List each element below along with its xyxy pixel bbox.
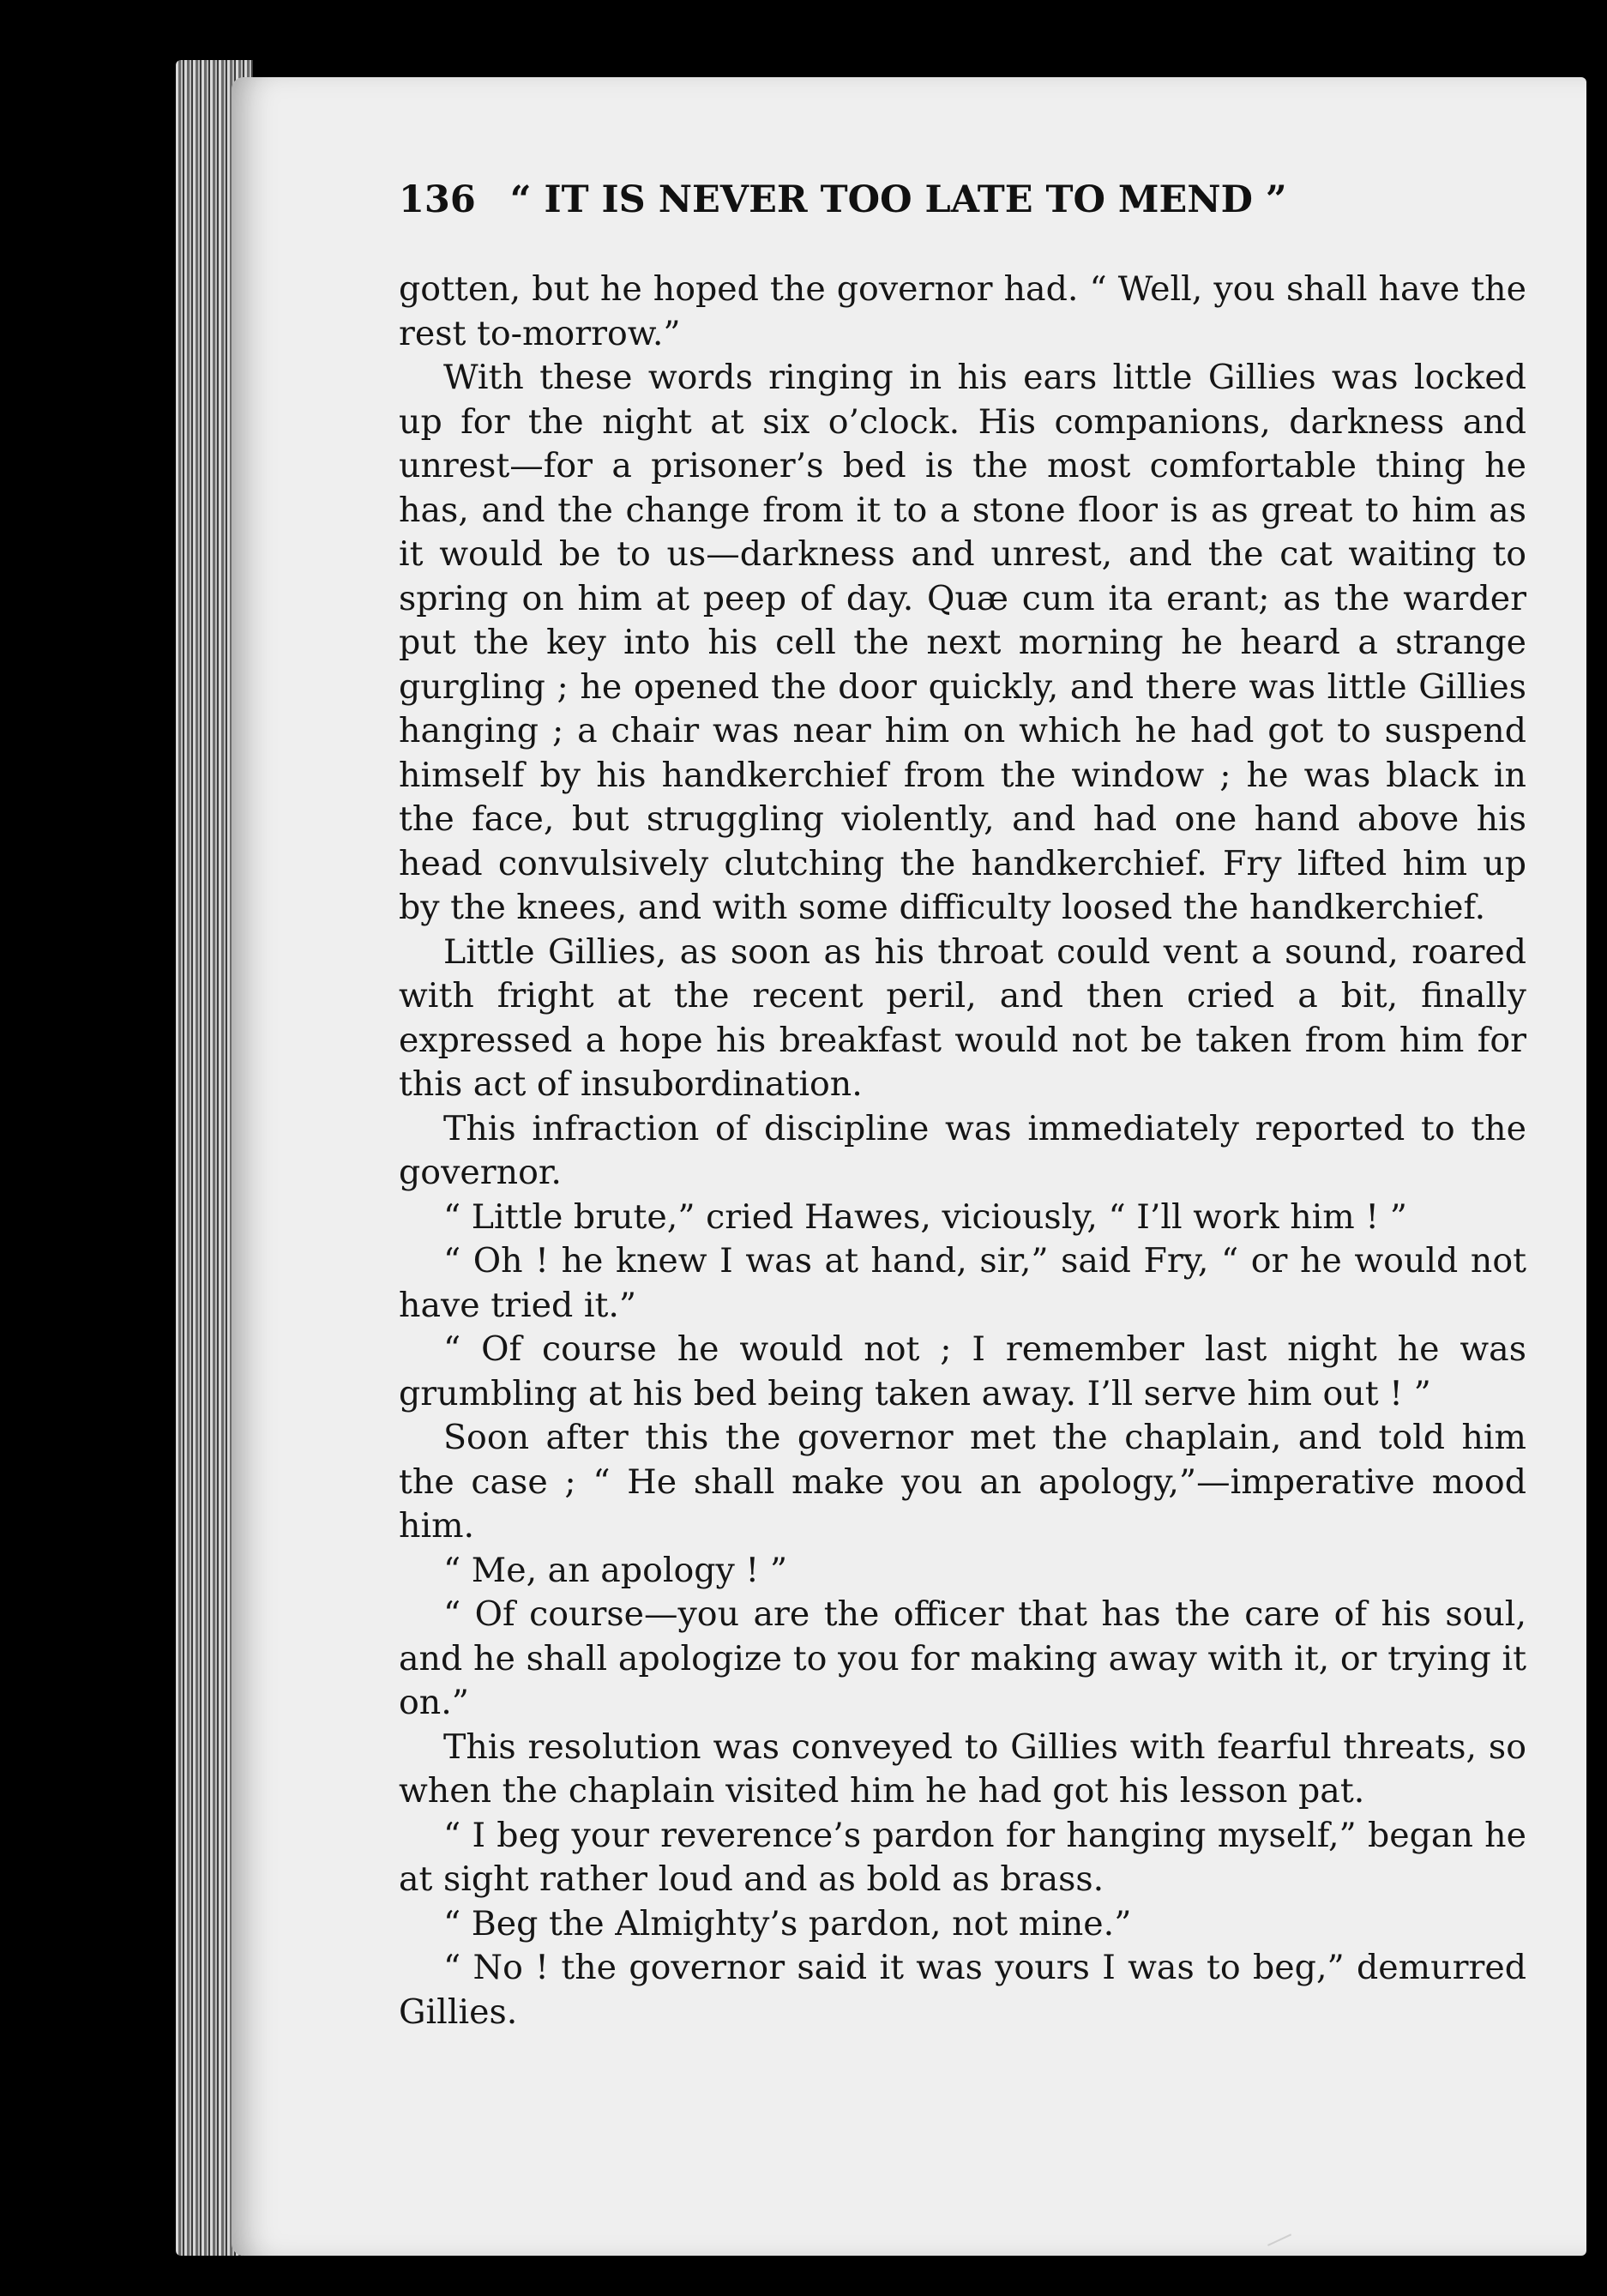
running-title: “ IT IS NEVER TOO LATE TO MEND ” xyxy=(509,178,1287,221)
body-text xyxy=(399,268,1526,2034)
paragraph: “ Of course—you are the officer that has the care of his soul, and he shall apologize to you for making away with it, or trying it on.” xyxy=(399,1594,1526,1722)
paragraph: “ Of course he would not ; I remember last night he was grumbling at his bed being taken away. I’ll serve him out ! ” xyxy=(399,1329,1526,1413)
paragraph: “ Little brute,” cried Hawes, viciously, “ I’ll work him ! ” xyxy=(443,1196,1407,1237)
paragraph: “ Beg the Almighty’s pardon, not mine.” xyxy=(443,1903,1132,1943)
paragraph: Little Gillies, as soon as his throat could vent a sound, roared with fright at the recent peril, and then cried a bit, finally expressed a hope his breakfast would not be taken from him for this act of insubordination. xyxy=(399,931,1526,1104)
paragraph: This infraction of discipline was immediately reported to the governor. xyxy=(399,1108,1526,1192)
paragraph: “ Oh ! he knew I was at hand, sir,” said Fry, “ or he would not have tried it.” xyxy=(399,1241,1526,1325)
paragraph: “ No ! the governor said it was yours I was to beg,” demurred Gillies. xyxy=(399,1948,1526,2032)
paragraph: “ Me, an apology ! ” xyxy=(443,1550,788,1590)
page-number: 136 xyxy=(399,178,476,221)
paragraph: This resolution was conveyed to Gillies with fearful threats, so when the chaplain visited him he had got his lesson pat. xyxy=(399,1727,1526,1811)
paragraph: gotten, but he hoped the governor had. “ Well, you shall have the rest to-morrow.” xyxy=(399,269,1526,353)
running-header xyxy=(399,178,1393,221)
paragraph: “ I beg your reverence’s pardon for hanging myself,” began he at sight rather loud and as bold as brass. xyxy=(399,1815,1526,1899)
paragraph: With these words ringing in his ears little Gillies was locked up for the night at six o’clock. His companions, darkness and unrest—for a prisoner’s bed is the most comfortable thing he has, and the change from it to a stone floor is as great to him as it would be to us—darkness and unrest, and the cat waiting to spring on him at peep of day. Quæ cum ita erant; as the warder put the key into his cell the next morning he heard a strange gurgling ; he opened the door quickly, and there was little Gillies hanging ; a chair was near him on which he had got to suspend himself by his handkerchief from the window ; he was black in the face, but struggling violently, and had one hand above his head convulsively clutching the handkerchief. Fry lifted him up by the knees, and with some difficulty loosed the handkerchief. xyxy=(399,358,1526,927)
paragraph: Soon after this the governor met the chaplain, and told him the case ; “ He shall make you an apology,”—imperative mood him. xyxy=(399,1418,1526,1546)
